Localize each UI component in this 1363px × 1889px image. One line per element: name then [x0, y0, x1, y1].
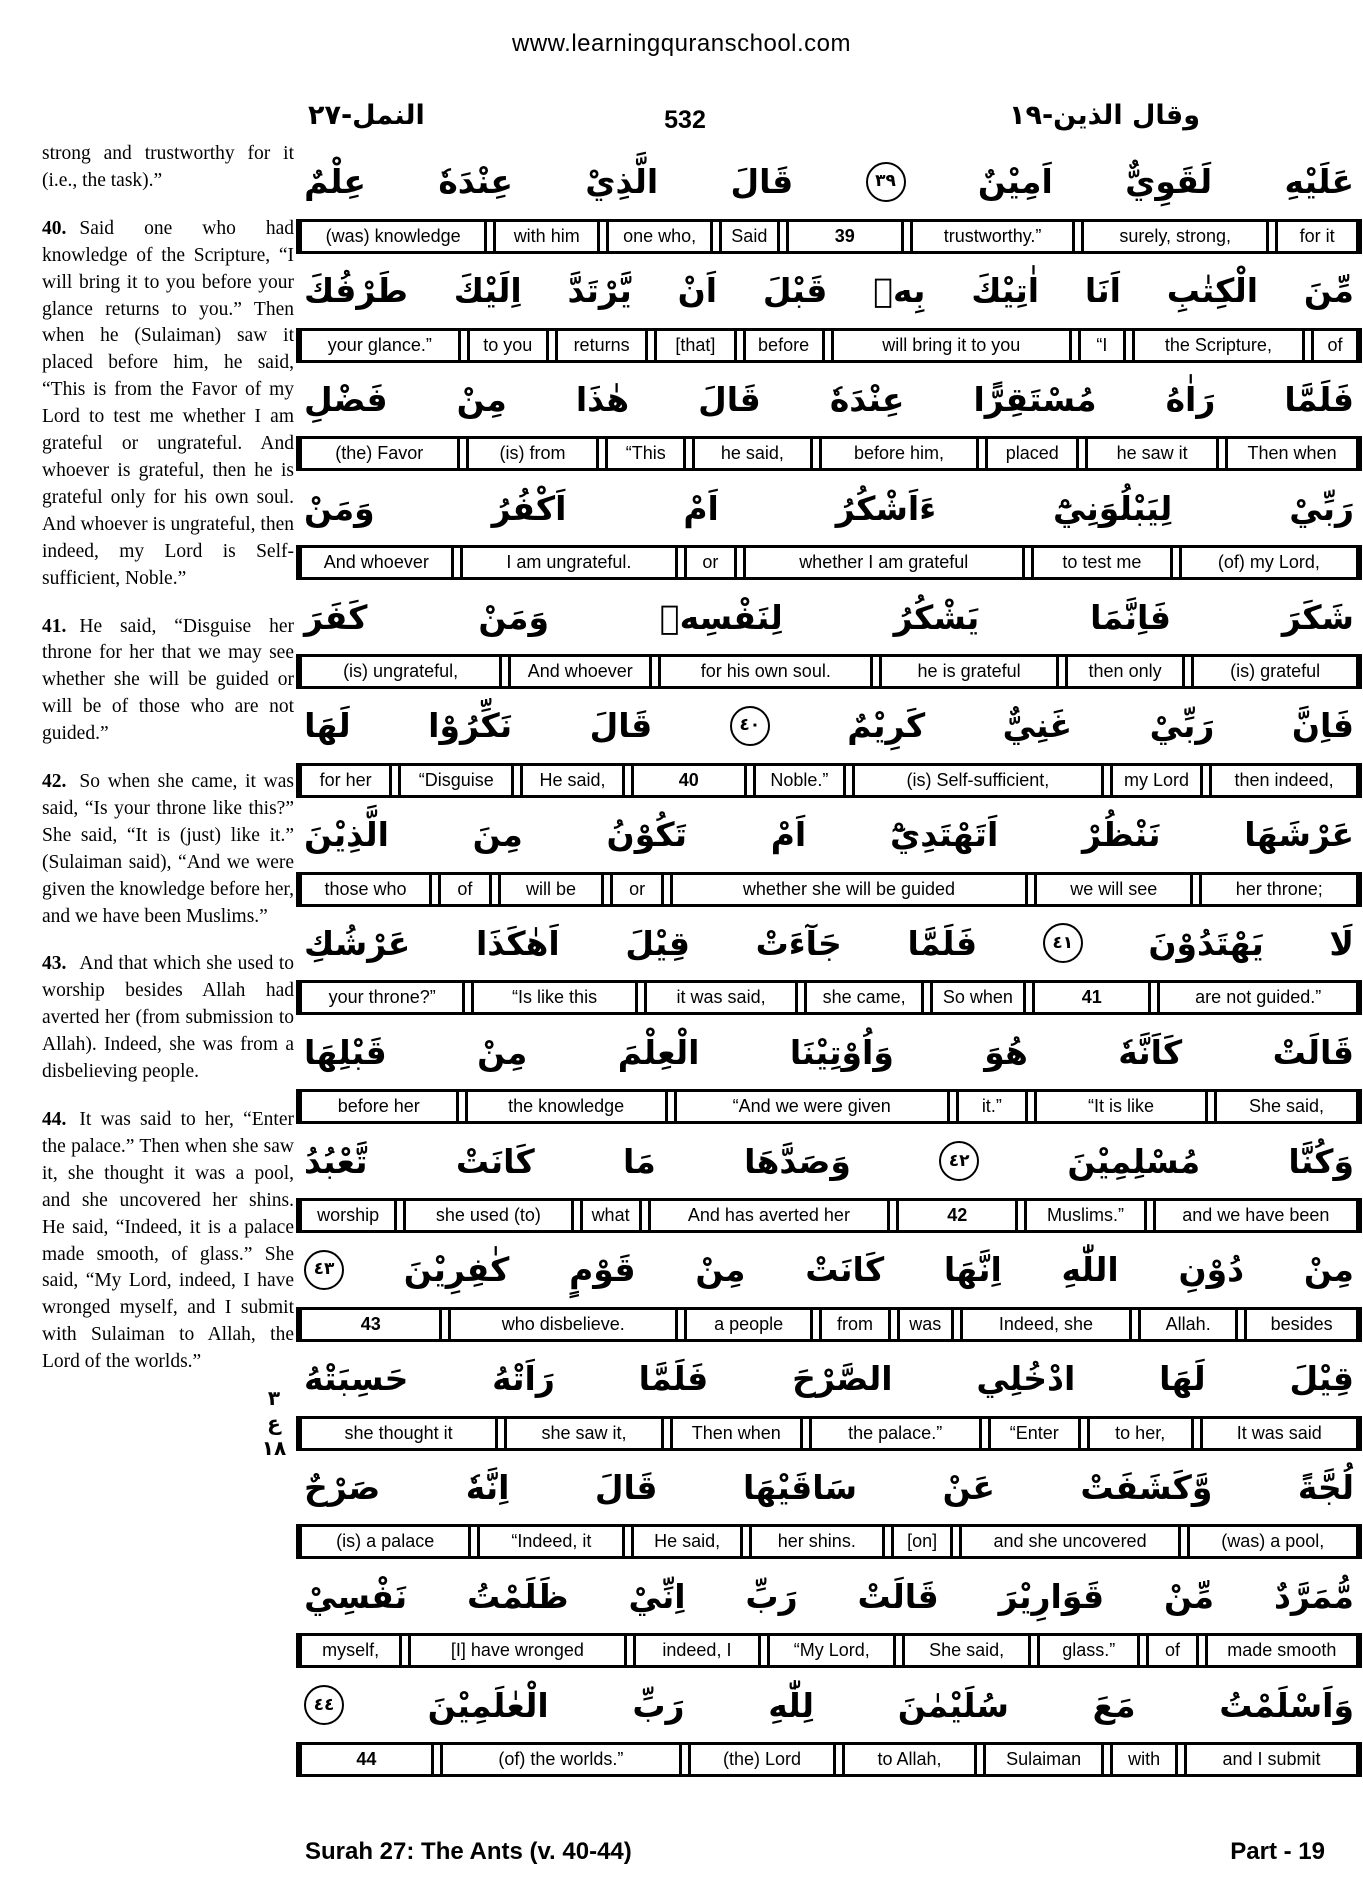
arabic-word: عَلَيْهِ — [1284, 162, 1354, 202]
word-box: those who — [299, 875, 432, 904]
header-juz-name-arabic: وقال الذين-١٩ — [1008, 100, 1200, 131]
arabic-word: كَانَتْ — [805, 1250, 885, 1290]
word-box: “Is like this — [471, 983, 637, 1012]
word-box: [that] — [654, 331, 736, 360]
word-box: placed — [985, 439, 1079, 468]
translation-paragraph: 44. It was said to her, “Enter the palace.” Then when she saw it, she thought it was a pool, and she uncovered her shins. He said, “Indeed, it is a palace made smooth, of glass.” She said, “My Lord, indeed, I have wronged myself, and I submit with Sulaiman to Allah, the Lord of the worlds.” — [42, 1109, 294, 1373]
main-table — [296, 145, 1362, 1777]
word-box: made smooth — [1205, 1636, 1359, 1665]
word-box: he is grateful — [879, 657, 1059, 686]
word-translation-strip — [296, 436, 1362, 471]
verse-number: 43. — [42, 953, 67, 975]
word-box: besides — [1244, 1310, 1359, 1339]
arabic-word: لَهَا — [1159, 1359, 1206, 1399]
word-box: “My Lord, — [767, 1636, 896, 1665]
arabic-word: كٰفِرِيْنَ — [403, 1250, 510, 1290]
word-box: before her — [299, 1092, 459, 1121]
word-box: of — [1311, 331, 1359, 360]
ruku-marker — [256, 1386, 292, 1461]
arabic-word: رَبِّيْ — [1149, 706, 1215, 746]
arabic-line — [296, 580, 1362, 654]
arabic-word: قَالَتْ — [857, 1576, 939, 1616]
word-box: She said, — [902, 1636, 1031, 1665]
arabic-word: وَمَنْ — [304, 488, 375, 528]
ayah-number-circle: ٤٠ — [730, 706, 770, 746]
arabic-word: قَالَ — [594, 1467, 658, 1507]
arabic-word: وَكُنَّا — [1288, 1141, 1354, 1181]
arabic-word: اِنِّيْ — [628, 1576, 686, 1616]
word-box: and we have been — [1153, 1201, 1359, 1230]
arabic-word: فَلَمَّا — [638, 1359, 709, 1399]
ayah-number-circle: ٤٢ — [939, 1141, 979, 1181]
arabic-word: قَبْلِهَا — [304, 1032, 387, 1072]
word-box: are not guided.” — [1157, 983, 1359, 1012]
arabic-word: وَصَدَّهَا — [744, 1141, 851, 1181]
arabic-word: قَالَ — [730, 162, 794, 202]
word-box: with him — [493, 222, 600, 251]
arabic-line — [296, 471, 1362, 545]
word-box: was — [897, 1310, 954, 1339]
arabic-word: اَكْفُرُ — [491, 488, 567, 528]
arabic-word: اٰتِيْكَ — [971, 271, 1040, 311]
word-box: Then when — [670, 1419, 803, 1448]
word-box: So when — [930, 983, 1026, 1012]
arabic-word: وَاَسْلَمْتُ — [1219, 1685, 1354, 1725]
word-box: to Allah, — [842, 1745, 977, 1774]
arabic-word: الصَّرْحَ — [792, 1359, 893, 1399]
word-box: to her, — [1087, 1419, 1194, 1448]
arabic-word: اَمِيْنٌ — [977, 162, 1053, 202]
word-box: or — [684, 548, 736, 577]
word-translation-strip — [296, 654, 1362, 689]
verse-row — [296, 363, 1362, 472]
arabic-word: نَفْسِيْ — [304, 1576, 408, 1616]
word-box: whether she will be guided — [670, 875, 1028, 904]
arabic-word: الْعِلْمَ — [617, 1032, 700, 1072]
arabic-word: الْعٰلَمِيْنَ — [427, 1685, 549, 1725]
arabic-word: جَآءَتْ — [755, 923, 842, 963]
verse-number: 40. — [42, 217, 67, 239]
word-translation-strip — [296, 1633, 1362, 1668]
word-box: indeed, I — [633, 1636, 762, 1665]
arabic-word: رَاٰهُ — [1165, 379, 1216, 419]
verse-number-box: 40 — [631, 766, 747, 795]
ayah-number-circle: ٤٤ — [304, 1685, 344, 1725]
word-box: (is) a palace — [299, 1527, 471, 1556]
arabic-word: اللّٰهِ — [1061, 1250, 1119, 1290]
arabic-word: مُسْلِمِيْنَ — [1067, 1141, 1201, 1181]
arabic-word: حَسِبَتْهُ — [304, 1359, 409, 1399]
arabic-line — [296, 1668, 1362, 1742]
word-box: for it — [1275, 222, 1359, 251]
word-translation-strip — [296, 1742, 1362, 1777]
arabic-word: اَنَا — [1084, 271, 1121, 311]
arabic-word: دُوْنِ — [1178, 1250, 1245, 1290]
arabic-word: هٰذَا — [575, 379, 630, 419]
word-translation-strip — [296, 872, 1362, 907]
arabic-word: وَّكَشَفَتْ — [1080, 1467, 1213, 1507]
word-box: we will see — [1034, 875, 1194, 904]
word-box: one who, — [606, 222, 713, 251]
word-box: “I — [1078, 331, 1126, 360]
word-translation-strip — [296, 1524, 1362, 1559]
arabic-line — [296, 1342, 1362, 1416]
arabic-word: قِيْلَ — [625, 923, 690, 963]
arabic-word: قِيْلَ — [1289, 1359, 1354, 1399]
ayah-number-circle: ٣٩ — [866, 162, 906, 202]
word-box: (the) Favor — [299, 439, 460, 468]
ruku-top: ٣ — [267, 1386, 281, 1410]
word-box: (of) the worlds.” — [440, 1745, 682, 1774]
word-box: [on] — [891, 1527, 954, 1556]
verse-row — [296, 254, 1362, 363]
word-box: then only — [1065, 657, 1185, 686]
translation-paragraph: 42. So when she came, it was said, “Is your throne like this?” She said, “It is (just) like it.” (Sulaiman said), “And we were given the knowledge before her, and we have been Muslims.” — [42, 771, 294, 927]
arabic-line — [296, 1124, 1362, 1198]
arabic-word: كَاَنَّهٗ — [1118, 1032, 1183, 1072]
arabic-word: مِنْ — [477, 1032, 528, 1072]
arabic-word: يَهْتَدُوْنَ — [1148, 923, 1264, 963]
word-box: my Lord — [1110, 766, 1203, 795]
verse-row — [296, 689, 1362, 798]
word-box: Sulaiman — [983, 1745, 1104, 1774]
verse-number-box: 41 — [1032, 983, 1152, 1012]
site-url: www.learningquranschool.com — [512, 30, 851, 57]
word-box: [I] have wronged — [408, 1636, 626, 1665]
word-box: he saw it — [1085, 439, 1219, 468]
arabic-word: الْكِتٰبِ — [1166, 271, 1259, 311]
ruku-ain: ع — [267, 1411, 281, 1435]
word-box: who disbelieve. — [448, 1310, 678, 1339]
arabic-word: صَرْحٌ — [304, 1467, 381, 1507]
word-box: He said, — [520, 766, 625, 795]
word-box: what — [580, 1201, 642, 1230]
translation-paragraph: 43. And that which she used to worship besides Allah had averted her (from submission to Allah). Indeed, she was from a disbelieving people. — [42, 953, 294, 1083]
verse-row — [296, 1668, 1362, 1777]
arabic-word: رَاَتْهُ — [492, 1359, 555, 1399]
arabic-word: مِّنْ — [1163, 1576, 1215, 1616]
word-box: with — [1110, 1745, 1178, 1774]
arabic-word: وَمَنْ — [478, 597, 549, 637]
word-translation-strip — [296, 1089, 1362, 1124]
word-box: returns — [555, 331, 649, 360]
arabic-word: عَرْشُكِ — [304, 923, 411, 963]
arabic-line — [296, 907, 1362, 981]
arabic-line — [296, 1451, 1362, 1525]
word-box: for her — [299, 766, 392, 795]
arabic-word: رَبِّيْ — [1289, 488, 1354, 528]
arabic-word: غَنِيٌّ — [1002, 706, 1073, 746]
verse-row — [296, 1559, 1362, 1668]
arabic-word: نَنْظُرْ — [1082, 815, 1161, 855]
word-translation-strip — [296, 1307, 1362, 1342]
arabic-word: سُلَيْمٰنَ — [897, 1685, 1009, 1725]
arabic-word: اَنْ — [677, 271, 718, 311]
arabic-word: فَلَمَّا — [907, 923, 978, 963]
verse-row — [296, 1233, 1362, 1342]
word-box: She said, — [1214, 1092, 1359, 1121]
arabic-word: لَا — [1329, 923, 1354, 963]
verse-number: 44. — [42, 1109, 67, 1130]
word-box: And whoever — [508, 657, 652, 686]
arabic-word: اَتَهْتَدِيْٓ — [889, 815, 999, 855]
footer-part-number: Part - 19 — [1230, 1838, 1325, 1865]
arabic-word: لُجَّةً — [1297, 1467, 1354, 1507]
word-box: Said — [719, 222, 779, 251]
word-box: (is) grateful — [1191, 657, 1359, 686]
verse-number-box: 44 — [299, 1745, 434, 1774]
word-box: her shins. — [749, 1527, 885, 1556]
word-box: “And we were given — [674, 1092, 950, 1121]
word-box: Noble.” — [753, 766, 846, 795]
word-box: will bring it to you — [831, 331, 1072, 360]
word-translation-strip — [296, 545, 1362, 580]
word-box: “Indeed, it — [477, 1527, 625, 1556]
word-box: the knowledge — [465, 1092, 668, 1121]
word-box: (was) knowledge — [299, 222, 487, 251]
word-box: of — [438, 875, 492, 904]
arabic-word: مَعَ — [1092, 1685, 1136, 1725]
arabic-word: قَالَ — [698, 379, 761, 419]
arabic-word: الَّذِيْ — [585, 162, 659, 202]
word-translation-strip — [296, 219, 1362, 254]
arabic-line — [296, 1233, 1362, 1307]
word-translation-strip — [296, 328, 1362, 363]
translation-paragraph: 41. He said, “Disguise her throne for her that we may see whether she will be guided or will be of those who are not guided.” — [42, 615, 294, 745]
arabic-line — [296, 1559, 1362, 1633]
ayah-number-circle: ٤٣ — [304, 1250, 344, 1290]
verse-row — [296, 1451, 1362, 1560]
arabic-word: مِّنَ — [1303, 271, 1354, 311]
arabic-word: الَّذِيْنَ — [304, 815, 389, 855]
word-box: it was said, — [644, 983, 799, 1012]
word-box: I am ungrateful. — [460, 548, 679, 577]
arabic-word: هُوَ — [984, 1032, 1028, 1072]
word-box: before him, — [819, 439, 980, 468]
word-box: she thought it — [299, 1419, 498, 1448]
word-box: then indeed, — [1209, 766, 1359, 795]
arabic-word: كَرِيْمٌ — [847, 706, 926, 746]
arabic-word: طَرْفُكَ — [304, 271, 408, 311]
footer-surah-title: Surah 27: The Ants (v. 40-44) — [305, 1838, 632, 1865]
arabic-word: مِنْ — [456, 379, 507, 419]
translation-paragraph: strong and trustworthy for it (i.e., the task).” — [42, 143, 294, 191]
verse-number: 41. — [42, 615, 67, 637]
word-translation-strip — [296, 763, 1362, 798]
word-box: (the) Lord — [688, 1745, 836, 1774]
word-box: and she uncovered — [959, 1527, 1180, 1556]
word-translation-strip — [296, 1416, 1362, 1451]
word-box: whether I am grateful — [743, 548, 1025, 577]
verse-row — [296, 580, 1362, 689]
translation-paragraph: 40. Said one who had knowledge of the Scripture, “I will bring it to you before your glance returns to you.” Then when he (Sulaiman) saw it placed before him, he said, “This is from the Favor of my Lord to test me whether I am grateful or ungrateful. And whoever is grateful, then he is grateful only for his own soul. And whoever is ungrateful, then indeed, my Lord is Self-sufficient, Noble.” — [42, 217, 294, 589]
word-box: He said, — [631, 1527, 742, 1556]
arabic-word: عِلْمٌ — [304, 162, 366, 202]
word-box: of — [1146, 1636, 1198, 1665]
arabic-word: لَهَا — [304, 706, 351, 746]
arabic-word: وَاُوْتِيْنَا — [789, 1032, 894, 1072]
word-box: (was) a pool, — [1187, 1527, 1359, 1556]
arabic-word: اِلَيْكَ — [453, 271, 522, 311]
arabic-word: قَبْلَ — [762, 271, 828, 311]
word-box: to you — [467, 331, 549, 360]
arabic-word: مِنْ — [1303, 1250, 1354, 1290]
word-box: to test me — [1031, 548, 1173, 577]
arabic-word: قَوَارِيْرَ — [998, 1576, 1105, 1616]
arabic-word: مُسْتَقِرًّا — [973, 379, 1097, 419]
word-box: she saw it, — [504, 1419, 664, 1448]
page-number: 532 — [664, 106, 706, 134]
verse-number: 42. — [42, 771, 67, 793]
arabic-word: نَكِّرُوْا — [428, 706, 513, 746]
word-translation-strip — [296, 1198, 1362, 1233]
arabic-word: قَالَ — [589, 706, 653, 746]
arabic-word: اَمْ — [683, 488, 719, 528]
arabic-word: لِيَبْلُوَنِيْٓ — [1053, 488, 1173, 528]
word-box: he said, — [692, 439, 813, 468]
word-box: (is) ungrateful, — [299, 657, 502, 686]
arabic-word: عِنْدَهٗ — [438, 162, 513, 202]
word-box: “Disguise — [398, 766, 514, 795]
word-box: or — [610, 875, 664, 904]
word-box: It was said — [1200, 1419, 1360, 1448]
word-box: worship — [299, 1201, 397, 1230]
word-box: it.” — [956, 1092, 1028, 1121]
word-box: Muslims.” — [1024, 1201, 1146, 1230]
verse-row — [296, 145, 1362, 254]
word-box: (is) from — [466, 439, 600, 468]
arabic-word: فَاِنَّمَا — [1090, 597, 1172, 637]
arabic-word: فَلَمَّا — [1284, 379, 1354, 419]
arabic-word: لَقَوِيٌّ — [1125, 162, 1213, 202]
arabic-word: اَمْ — [770, 815, 807, 855]
word-box: trustworthy.” — [910, 222, 1075, 251]
word-box: a people — [684, 1310, 813, 1339]
word-box: Then when — [1225, 439, 1359, 468]
verse-number-box: 43 — [299, 1310, 442, 1339]
ruku-bottom: ١٨ — [261, 1436, 287, 1460]
verse-row — [296, 1015, 1362, 1124]
arabic-word: اِنَّهٗ — [465, 1467, 510, 1507]
word-box: the palace.” — [809, 1419, 982, 1448]
arabic-word: شَكَرَ — [1281, 597, 1354, 637]
arabic-word: مِنْ — [695, 1250, 746, 1290]
verse-row — [296, 471, 1362, 580]
word-box: will be — [498, 875, 605, 904]
word-translation-strip — [296, 980, 1362, 1015]
word-box: “It is like — [1034, 1092, 1208, 1121]
arabic-word: بِهٖ — [873, 271, 926, 311]
arabic-word: مُّمَرَّدٌ — [1273, 1576, 1354, 1616]
arabic-word: سَاقَيْهَا — [743, 1467, 858, 1507]
arabic-word: تَكُوْنُ — [606, 815, 687, 855]
arabic-word: عِنْدَهٗ — [829, 379, 905, 419]
word-box: And has averted her — [648, 1201, 891, 1230]
word-box: (of) my Lord, — [1179, 548, 1359, 577]
arabic-line — [296, 145, 1362, 219]
ayah-number-circle: ٤١ — [1043, 923, 1083, 963]
arabic-word: فَضْلِ — [304, 379, 388, 419]
arabic-line — [296, 1015, 1362, 1089]
word-box: the Scripture, — [1132, 331, 1305, 360]
word-box: your glance.” — [299, 331, 461, 360]
arabic-word: قَوْمٍ — [569, 1250, 636, 1290]
verse-number-box: 42 — [896, 1201, 1018, 1230]
arabic-word: مَا — [623, 1141, 656, 1181]
sidebar-paragraphs — [42, 141, 294, 1397]
word-box: for his own soul. — [658, 657, 873, 686]
arabic-word: اَهٰكَذَا — [475, 923, 560, 963]
arabic-word: لِلّٰهِ — [768, 1685, 815, 1725]
word-box: from — [819, 1310, 891, 1339]
header-surah-name-arabic: النمل-٢٧ — [308, 100, 425, 131]
arabic-word: لِنَفْسِهٖ — [659, 597, 783, 637]
arabic-word: ءَاَشْكُرُ — [835, 488, 937, 528]
word-box: she came, — [804, 983, 924, 1012]
word-box: and I submit — [1184, 1745, 1359, 1774]
word-box: “Enter — [988, 1419, 1081, 1448]
arabic-word: فَاِنَّ — [1291, 706, 1354, 746]
word-box: before — [743, 331, 825, 360]
arabic-word: اِنَّهَا — [943, 1250, 1002, 1290]
arabic-word: ادْخُلِي — [976, 1359, 1076, 1399]
arabic-word: يَشْكُرُ — [893, 597, 980, 637]
word-box: (is) Self-sufficient, — [852, 766, 1104, 795]
arabic-word: يَّرْتَدَّ — [567, 271, 632, 311]
arabic-line — [296, 689, 1362, 763]
arabic-word: كَفَرَ — [304, 597, 368, 637]
word-box: her throne; — [1199, 875, 1359, 904]
arabic-word: عَنْ — [942, 1467, 995, 1507]
verse-row — [296, 1124, 1362, 1233]
word-box: Allah. — [1138, 1310, 1238, 1339]
verse-row — [296, 1342, 1362, 1451]
word-box: glass.” — [1037, 1636, 1140, 1665]
word-box: surely, strong, — [1081, 222, 1269, 251]
arabic-word: ظَلَمْتُ — [467, 1576, 569, 1616]
arabic-word: عَرْشَهَا — [1244, 815, 1354, 855]
word-box: your throne?” — [299, 983, 465, 1012]
word-box: “This — [605, 439, 686, 468]
verse-row — [296, 798, 1362, 907]
word-box: Indeed, she — [960, 1310, 1132, 1339]
arabic-word: مِنَ — [472, 815, 523, 855]
arabic-line — [296, 254, 1362, 328]
word-box: myself, — [299, 1636, 402, 1665]
arabic-word: كَانَتْ — [455, 1141, 535, 1181]
arabic-word: تَّعْبُدُ — [304, 1141, 368, 1181]
arabic-word: رَبِّ — [745, 1576, 798, 1616]
arabic-word: قَالَتْ — [1272, 1032, 1354, 1072]
word-box: she used (to) — [403, 1201, 573, 1230]
verse-row — [296, 907, 1362, 1016]
verse-number-box: 39 — [786, 222, 905, 251]
arabic-word: رَبِّ — [632, 1685, 685, 1725]
word-box: And whoever — [299, 548, 454, 577]
arabic-line — [296, 798, 1362, 872]
arabic-line — [296, 363, 1362, 437]
